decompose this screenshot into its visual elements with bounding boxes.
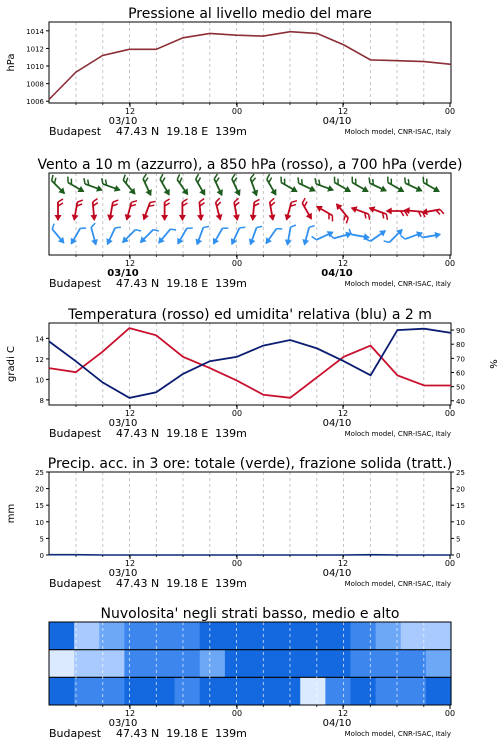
cloud-cell-basso — [426, 677, 452, 705]
cloud-cell-basso — [275, 677, 301, 705]
barb-head — [179, 215, 186, 221]
wind-barb-10-m — [174, 224, 192, 247]
wind-barb-850-hPa — [212, 198, 226, 221]
location-coords: 47.43 N 19.18 E 139m — [116, 427, 247, 440]
wind-barb-700-hPa — [277, 177, 300, 195]
chart-title: Nuvolosita' negli strati basso, medio e alto — [101, 606, 400, 622]
panel-frame — [49, 323, 451, 405]
cloud-cell-medio — [351, 650, 377, 678]
barb-feather — [296, 177, 301, 183]
barb-feather — [344, 218, 350, 224]
date-label: 04/10 — [323, 418, 352, 429]
cloud-cell-medio — [325, 650, 351, 678]
wind-barb-10-m — [87, 223, 101, 246]
wind-barb-10-m — [247, 224, 263, 248]
y-tick-label: 0 — [40, 552, 44, 560]
barb-head — [433, 186, 442, 195]
date-label: 03/10 — [109, 568, 138, 579]
barb-feather — [421, 177, 426, 183]
barb-head — [284, 239, 292, 246]
barb-head — [362, 186, 371, 195]
y-tick-label: 12 — [35, 356, 44, 364]
wind-barb-850-hPa — [266, 198, 278, 221]
cloud-cell-basso — [401, 677, 427, 705]
barb-head — [314, 203, 323, 212]
x-tick-label: 12 — [338, 259, 348, 268]
barb-head — [247, 239, 256, 247]
wind-barb-10-m — [155, 225, 176, 247]
barb-feather — [203, 225, 209, 230]
x-tick-label: 00 — [232, 409, 242, 418]
cloud-cell-alto — [351, 622, 377, 650]
x-tick-label: 12 — [125, 409, 135, 418]
y2-tick-label: 5 — [456, 535, 460, 543]
cloud-cell-alto — [426, 622, 452, 650]
wind-barb-10-m — [419, 229, 442, 241]
chart-title: Pressione al livello medio del mare — [128, 6, 372, 22]
barb-feather — [121, 175, 127, 181]
cloud-cell-basso — [376, 677, 402, 705]
barb-feather — [176, 174, 182, 179]
barb-feather — [50, 224, 56, 230]
wind-barb-10-m — [137, 225, 159, 247]
y2-axis-label: % — [487, 359, 498, 369]
panel-frame — [49, 22, 451, 103]
cloud-cell-alto — [200, 622, 226, 650]
y-tick-label: 1010 — [26, 63, 44, 71]
barb-feather — [80, 226, 86, 231]
wind-barb-850-hPa — [283, 199, 297, 222]
cloud-cell-medio — [175, 650, 201, 678]
barb-feather — [312, 235, 317, 241]
barb-head — [367, 204, 375, 213]
barb-head — [197, 215, 204, 222]
x-tick-label: 00 — [445, 409, 455, 418]
wind-barb-700-hPa — [348, 177, 371, 195]
barb-head — [380, 186, 388, 195]
y-axis-label: mm — [6, 504, 17, 523]
panel-frame — [49, 472, 451, 555]
barb-feather — [187, 226, 193, 231]
cloud-cell-medio — [250, 650, 276, 678]
wind-barb-700-hPa — [294, 177, 318, 194]
y2-tick-label: 50 — [456, 384, 465, 392]
wind-barb-850-hPa — [332, 201, 353, 223]
cloud-cell-alto — [124, 622, 150, 650]
location-coords: 47.43 N 19.18 E 139m — [116, 125, 247, 138]
y2-tick-label: 90 — [456, 327, 465, 335]
x-tick-label: 12 — [338, 709, 348, 718]
cloud-cell-alto — [175, 622, 201, 650]
model-credit: Moloch model, CNR-ISAC, Italy — [345, 280, 451, 288]
barb-feather — [113, 199, 118, 203]
y-tick-label: 10 — [35, 519, 44, 527]
barb-feather — [385, 177, 390, 183]
barb-head — [301, 239, 309, 247]
x-tick-label: 12 — [338, 559, 348, 568]
barb-feather — [50, 175, 56, 181]
barb-head — [327, 185, 335, 194]
barb-head — [164, 189, 173, 198]
wind-barb-700-hPa — [246, 174, 262, 198]
x-tick-label: 12 — [125, 107, 135, 116]
barb-feather — [231, 174, 237, 179]
cloud-cell-medio — [49, 650, 75, 678]
barb-head — [104, 238, 113, 246]
cloud-cell-basso — [351, 677, 377, 705]
barb-feather — [142, 174, 148, 179]
x-tick-label: 12 — [125, 259, 135, 268]
barb-head — [435, 231, 442, 239]
wind-barb-700-hPa — [156, 174, 174, 197]
barb-head — [71, 214, 79, 221]
y-tick-label: 1006 — [26, 98, 44, 106]
barb-head — [78, 186, 87, 195]
cloud-cell-medio — [200, 650, 226, 678]
wind-barb-10-m — [120, 225, 142, 247]
x-tick-label: 00 — [232, 107, 242, 116]
x-tick-label: 00 — [445, 259, 455, 268]
model-credit: Moloch model, CNR-ISAC, Italy — [345, 430, 451, 438]
wind-barb-10-m — [210, 224, 228, 247]
barb-feather — [265, 174, 271, 179]
barb-head — [234, 189, 243, 197]
barb-feather — [330, 216, 335, 222]
model-credit: Moloch model, CNR-ISAC, Italy — [345, 730, 451, 738]
wind-barb-850-hPa — [230, 198, 242, 221]
wind-barb-850-hPa — [161, 199, 170, 221]
cloud-cell-medio — [150, 650, 176, 678]
barb-feather — [257, 225, 263, 230]
wind-barb-850-hPa — [123, 199, 137, 222]
y2-tick-label: 20 — [456, 486, 465, 494]
date-label: 04/10 — [323, 116, 352, 127]
y-tick-label: 20 — [35, 486, 44, 494]
barb-head — [161, 215, 168, 221]
barb-head — [140, 214, 149, 222]
cloud-cell-basso — [175, 677, 201, 705]
barb-head — [291, 186, 300, 195]
location-coords: 47.43 N 19.18 E 139m — [116, 577, 247, 590]
x-tick-label: 12 — [125, 709, 135, 718]
model-credit: Moloch model, CNR-ISAC, Italy — [345, 580, 451, 588]
date-label: 03/10 — [109, 418, 138, 429]
barb-head — [270, 189, 279, 198]
chart-title: Temperatura (rosso) ed umidita' relativa (blu) a 2 m — [67, 307, 432, 323]
barb-feather — [440, 209, 444, 214]
barb-feather — [170, 227, 176, 233]
barb-head — [350, 204, 358, 213]
wind-barb-700-hPa — [99, 178, 123, 194]
y2-tick-label: 40 — [456, 398, 465, 406]
barb-feather — [350, 177, 355, 183]
barb-head — [309, 186, 317, 195]
barb-feather — [301, 198, 307, 203]
cloud-cell-basso — [200, 677, 226, 705]
y2-tick-label: 25 — [456, 469, 465, 477]
location-name: Budapest — [49, 427, 102, 440]
x-tick-label: 00 — [445, 709, 455, 718]
cloud-cell-alto — [401, 622, 427, 650]
barb-feather — [82, 178, 87, 184]
barb-head — [145, 189, 154, 197]
wind-barb-10-m — [284, 224, 296, 247]
barb-head — [68, 238, 77, 247]
wind-barb-850-hPa — [140, 199, 156, 223]
wind-barb-10-m — [68, 224, 86, 247]
y-tick-label: 10 — [35, 376, 44, 384]
barb-head — [174, 238, 183, 247]
date-label: 04/10 — [323, 568, 352, 579]
barb-head — [114, 185, 122, 194]
barb-head — [249, 215, 256, 222]
barb-feather — [135, 228, 141, 234]
barb-feather — [213, 174, 219, 179]
y2-tick-label: 10 — [456, 519, 465, 527]
x-tick-label: 12 — [338, 107, 348, 116]
wind-barb-700-hPa — [401, 177, 425, 194]
barb-feather — [254, 199, 259, 202]
y-tick-label: 8 — [40, 397, 44, 405]
wind-barb-700-hPa — [262, 174, 280, 197]
wind-barb-700-hPa — [191, 174, 209, 197]
temperature-line — [49, 328, 451, 398]
barb-head — [252, 190, 261, 198]
barb-feather — [199, 199, 204, 202]
cloud-cell-alto — [376, 622, 402, 650]
barb-head — [344, 186, 353, 195]
cloud-cell-medio — [74, 650, 100, 678]
barb-head — [199, 189, 208, 198]
cloud-cell-basso — [300, 677, 326, 705]
barb-feather — [115, 225, 121, 230]
barb-feather — [77, 199, 82, 203]
barb-feather — [332, 177, 337, 183]
wind-barb-850-hPa — [89, 199, 99, 222]
barb-head — [269, 214, 277, 221]
barb-feather — [276, 226, 282, 231]
location-name: Budapest — [49, 727, 102, 740]
x-tick-label: 00 — [232, 709, 242, 718]
location-name: Budapest — [49, 125, 102, 138]
barb-head — [416, 186, 424, 195]
barb-head — [228, 238, 237, 246]
cloud-cell-alto — [300, 622, 326, 650]
barb-head — [233, 214, 241, 221]
cloud-cell-basso — [124, 677, 150, 705]
barb-head — [217, 189, 226, 197]
barb-feather — [384, 239, 390, 245]
barb-feather — [291, 199, 297, 203]
barb-head — [91, 239, 99, 247]
wind-barb-850-hPa — [298, 198, 316, 221]
wind-barb-700-hPa — [227, 174, 244, 198]
barb-feather — [269, 198, 274, 202]
chart-title: Precip. acc. in 3 ore: totale (verde), frazione solida (tratt.) — [48, 456, 452, 472]
barb-feather — [58, 199, 63, 202]
y-axis-label: hPa — [6, 53, 17, 71]
x-tick-label: 12 — [338, 409, 348, 418]
y2-tick-label: 60 — [456, 369, 465, 377]
y2-tick-label: 80 — [456, 341, 465, 349]
wind-barb-850-hPa — [179, 199, 188, 221]
y-tick-label: 1012 — [26, 45, 44, 53]
location-coords: 47.43 N 19.18 E 139m — [116, 277, 247, 290]
barb-feather — [215, 198, 221, 202]
barb-feather — [240, 225, 246, 230]
wind-barb-850-hPa — [196, 199, 206, 222]
date-label: 04/10 — [321, 268, 353, 279]
cloud-cell-basso — [325, 677, 351, 705]
y-tick-label: 1008 — [26, 81, 44, 89]
wind-barb-10-m — [301, 224, 315, 247]
cloud-cell-medio — [275, 650, 301, 678]
barb-head — [123, 214, 131, 222]
date-label: 03/10 — [107, 268, 139, 279]
pressure-line — [49, 32, 451, 100]
date-label: 03/10 — [109, 116, 138, 127]
cloud-cell-alto — [74, 622, 100, 650]
wind-barb-700-hPa — [366, 177, 390, 194]
wind-barb-850-hPa — [106, 199, 118, 222]
wind-barb-10-m — [48, 224, 69, 246]
cloud-cell-medio — [300, 650, 326, 678]
y-tick-label: 15 — [35, 502, 44, 510]
barb-feather — [131, 199, 137, 203]
barb-head — [90, 215, 97, 222]
wind-barb-700-hPa — [330, 177, 353, 195]
y-tick-label: 1014 — [26, 28, 44, 36]
wind-barb-10-m — [365, 226, 388, 246]
cloud-cell-alto — [250, 622, 276, 650]
barb-feather — [385, 214, 390, 220]
barb-head — [210, 238, 219, 247]
wind-barb-700-hPa — [419, 177, 442, 195]
cloud-cell-alto — [275, 622, 301, 650]
model-credit: Moloch model, CNR-ISAC, Italy — [345, 128, 451, 136]
barb-feather — [150, 200, 156, 205]
cloud-cell-alto — [49, 622, 75, 650]
barb-feather — [291, 224, 296, 228]
wind-barb-700-hPa — [119, 175, 140, 197]
wind-barb-700-hPa — [139, 174, 156, 198]
cloud-cell-medio — [124, 650, 150, 678]
barb-head — [216, 214, 224, 222]
x-tick-label: 00 — [445, 107, 455, 116]
cloud-cell-basso — [250, 677, 276, 705]
cloud-cell-basso — [74, 677, 100, 705]
barb-head — [106, 214, 114, 221]
barb-feather — [223, 226, 229, 231]
wind-barb-850-hPa — [71, 199, 83, 222]
cloud-cell-medio — [426, 650, 452, 678]
x-tick-label: 00 — [445, 559, 455, 568]
barb-feather — [367, 177, 372, 183]
barb-feather — [100, 178, 105, 184]
x-tick-label: 00 — [232, 559, 242, 568]
wind-barb-700-hPa — [47, 175, 69, 197]
barb-feather — [92, 199, 97, 202]
y2-tick-label: 70 — [456, 355, 465, 363]
wind-barb-850-hPa — [249, 199, 259, 222]
wind-barb-700-hPa — [173, 174, 193, 197]
cloud-cell-alto — [150, 622, 176, 650]
date-label: 04/10 — [323, 718, 352, 729]
cloud-cell-medio — [376, 650, 402, 678]
cloud-cell-basso — [49, 677, 75, 705]
barb-head — [306, 213, 315, 222]
wind-barb-10-m — [104, 224, 121, 248]
wind-barb-700-hPa — [81, 178, 105, 194]
date-label: 03/10 — [109, 718, 138, 729]
cloud-cell-basso — [225, 677, 251, 705]
barb-feather — [249, 174, 255, 179]
x-tick-label: 00 — [232, 259, 242, 268]
location-name: Budapest — [49, 277, 102, 290]
barb-feather — [165, 199, 170, 202]
wind-barb-10-m — [263, 224, 283, 247]
y-axis-label: gradi C — [6, 346, 17, 382]
wind-barb-700-hPa — [210, 174, 227, 198]
wind-barb-700-hPa — [312, 178, 336, 194]
barb-head — [55, 215, 62, 221]
y2-tick-label: 0 — [456, 552, 460, 560]
barb-head — [193, 239, 202, 247]
location-name: Budapest — [49, 577, 102, 590]
wind-barb-850-hPa — [386, 208, 408, 217]
barb-feather — [403, 177, 408, 183]
barb-feather — [309, 224, 315, 228]
cloud-cell-medio — [225, 650, 251, 678]
y-tick-label: 14 — [35, 335, 44, 343]
y-tick-label: 25 — [35, 469, 44, 477]
chart-title: Vento a 10 m (azzurro), a 850 hPa (rosso), a 700 hPa (verde) — [37, 157, 462, 173]
location-coords: 47.43 N 19.18 E 139m — [116, 727, 247, 740]
barb-feather — [194, 174, 200, 179]
cloud-cell-medio — [401, 650, 427, 678]
y2-tick-label: 15 — [456, 502, 465, 510]
barb-feather — [279, 177, 284, 183]
cloud-cell-basso — [150, 677, 176, 705]
cloud-cell-alto — [325, 622, 351, 650]
barb-feather — [65, 177, 70, 183]
x-tick-label: 12 — [125, 559, 135, 568]
barb-head — [397, 186, 406, 195]
wind-barb-850-hPa — [55, 199, 64, 221]
barb-head — [386, 208, 392, 215]
wind-barb-10-m — [193, 224, 209, 248]
wind-barb-700-hPa — [384, 177, 407, 195]
y-tick-label: 5 — [40, 535, 44, 543]
barb-feather — [90, 223, 96, 227]
barb-feather — [401, 234, 406, 240]
wind-barb-850-hPa — [349, 204, 373, 220]
cloud-cell-alto — [225, 622, 251, 650]
barb-feather — [159, 174, 165, 179]
